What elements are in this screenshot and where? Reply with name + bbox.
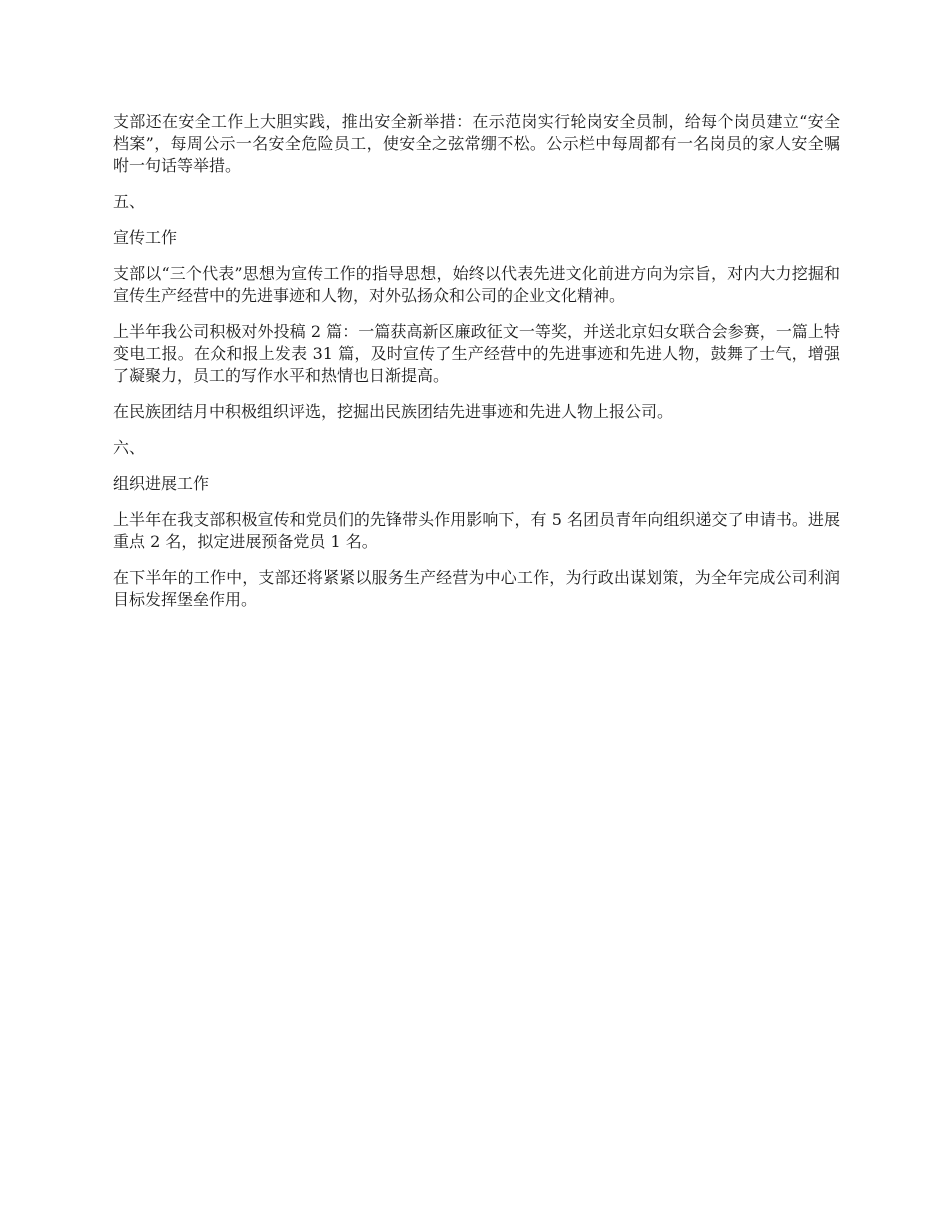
paragraph-publicity-results: 上半年我公司积极对外投稿 2 篇：一篇获高新区廉政征文一等奖，并送北京妇女联合会参赛，一篇上特变电工报。在众和报上发表 31 篇，及时宣传了生产经营中的先进事迹和先进人物，鼓舞了士气，增强了凝聚力，员工的写作水平和热情也日渐提高。 — [113, 322, 840, 385]
paragraph-ethnic-unity: 在民族团结月中积极组织评选，挖掘出民族团结先进事迹和先进人物上报公司。 — [113, 402, 674, 421]
section-number-six: 六、 — [113, 438, 146, 457]
paragraph-organization-progress: 上半年在我支部积极宣传和党员们的先锋带头作用影响下，有 5 名团员青年向组织递交了申请书。进展重点 2 名，拟定进展预备党员 1 名。 — [113, 510, 840, 551]
section-number-five: 五、 — [113, 192, 146, 211]
section-title-publicity: 宣传工作 — [113, 228, 178, 247]
document-body — [113, 111, 840, 625]
section-title-organization: 组织进展工作 — [113, 474, 210, 493]
paragraph-publicity-guideline: 支部以“三个代表”思想为宣传工作的指导思想，始终以代表先进文化前进方向为宗旨，对内大力挖掘和宣传生产经营中的先进事迹和人物，对外弘扬众和公司的企业文化精神。 — [113, 264, 840, 305]
paragraph-second-half-plan: 在下半年的工作中，支部还将紧紧以服务生产经营为中心工作，为行政出谋划策，为全年完成公司利润目标发挥堡垒作用。 — [113, 568, 840, 609]
paragraph-safety-measures: 支部还在安全工作上大胆实践，推出安全新举措：在示范岗实行轮岗安全员制，给每个岗员建立“安全档案”，每周公示一名安全危险员工，使安全之弦常绷不松。公示栏中每周都有一名岗员的家人安全嘱咐一句话等举措。 — [113, 112, 840, 175]
